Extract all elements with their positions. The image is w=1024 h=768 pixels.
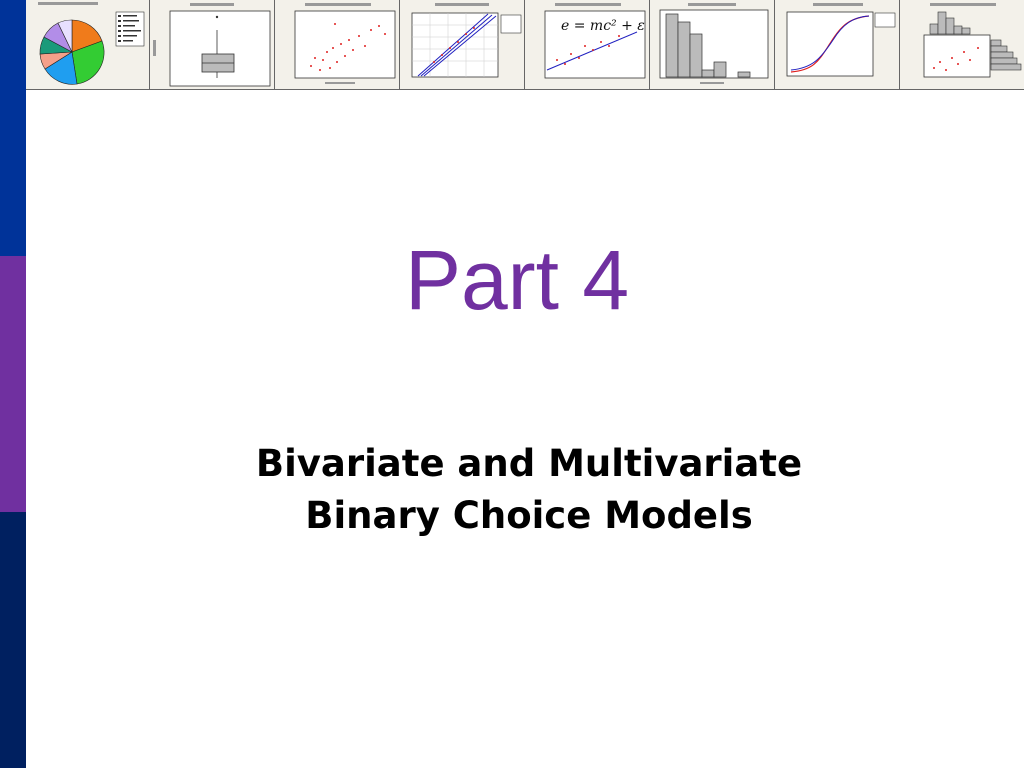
- empirical-cdf-icon: [775, 0, 900, 90]
- statistics-banner: [26, 0, 1024, 90]
- scatterplot-panel: [275, 0, 400, 90]
- sidebar-bottom-band: [0, 512, 26, 768]
- boxplot-icon: [150, 0, 275, 90]
- formula-text: e = mc² + ε: [561, 18, 645, 34]
- probability-plot-panel: [400, 0, 525, 90]
- probability-plot-icon: [400, 0, 525, 90]
- histogram-icon: [650, 0, 775, 90]
- marginal-plot-icon: [900, 0, 1024, 90]
- marginal-plot-panel: [900, 0, 1024, 90]
- regression-scatter-icon: [525, 0, 650, 90]
- subtitle-line-2: Binary Choice Models: [305, 494, 753, 537]
- scatterplot-icon: [275, 0, 400, 90]
- slide-subtitle: [0, 438, 1024, 542]
- slide-title: Part 4: [404, 233, 630, 327]
- subtitle-line-1: Bivariate and Multivariate: [255, 442, 803, 485]
- pie-chart-icon: [26, 0, 150, 90]
- empirical-cdf-panel: [775, 0, 900, 90]
- sidebar-top-band: [0, 0, 26, 256]
- regression-panel: [525, 0, 650, 90]
- histogram-panel: [650, 0, 775, 90]
- boxplot-panel: [150, 0, 275, 90]
- pie-chart-panel: [26, 0, 150, 90]
